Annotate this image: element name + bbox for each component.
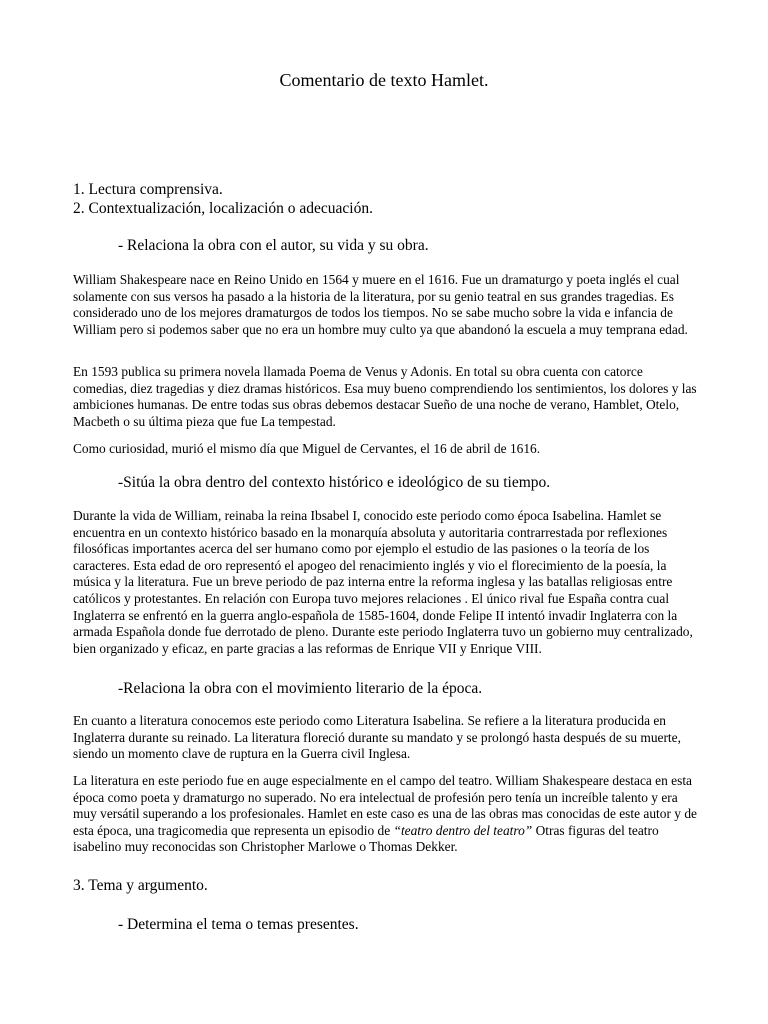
paragraph-theatre-italic-quote: “teatro dentro del teatro” bbox=[393, 822, 533, 838]
paragraph-curiosity: Como curiosidad, murió el mismo día que Miguel de Cervantes, el 16 de abril de 1616. bbox=[73, 441, 541, 456]
outline-item-2: 2. Contextualización, localización o adecuación. bbox=[73, 200, 373, 217]
subheading-author: - Relaciona la obra con el autor, su vida y su obra. bbox=[118, 237, 429, 254]
paragraph-biography: William Shakespeare nace en Reino Unido en 1564 y muere en el 1616. Fue un dramaturgo y poeta inglés el cual solamente con sus versos ha pasado a la historia de la literatura, por su genio teatral en sus grandes tragedias. Es considerado uno de los mejores dramaturgos de todos los tiempos. No se sabe mucho sobre la vida e infancia de William pero si podemos saber que no era un hombre muy culto ya que abandonó la escuela a muy temprana edad. bbox=[73, 272, 688, 337]
paragraph-works: En 1593 publica su primera novela llamada Poema de Venus y Adonis. En total su obra cuenta con catorce comedias, diez tragedias y diez dramas históricos. Esa muy bueno comprendiendo los sentimientos, los dolores y las ambiciones humanas. De entre todas sus obras debemos destacar Sueño de una noche de verano, Hamblet, Otelo, Macbeth o su última pieza que fue La tempestad. bbox=[73, 364, 697, 429]
paragraph-historical-context: Durante la vida de William, reinaba la reina Ibsabel I, conocido este periodo como época Isabelina. Hamlet se encuentra en un contexto histórico basado en la monarquía absoluta y autoritaria contrarrestada por reflexiones filosóficas importantes acerca del ser humano como por ejemplo el estudio de las pasiones o la teoría de los caracteres. Esta edad de oro representó el apogeo del renacimiento inglés y vio el florecimiento de la poesía, la música y la literatura. Fue un breve periodo de paz interna entre la reforma inglesa y las batallas religiosas entre católicos y protestantes. En relación con Europa tuvo mejores relaciones . El único rival fue España contra cual Inglaterra se enfrentó en la guerra anglo-española de 1585-1604, donde Felipe II intentó invadir Inglaterra con la armada Española donde fue derrotado de pleno. Durante este periodo Inglaterra tuvo un gobierno muy centralizado, bien organizado y eficaz, en parte gracias a las reformas de Enrique VII y Enrique VIII. bbox=[73, 508, 693, 656]
paragraph-theatre bbox=[73, 773, 699, 856]
paragraph-literature-period: En cuanto a literatura conocemos este periodo como Literatura Isabelina. Se refiere a la literatura producida en Inglaterra durante su reinado. La literatura floreció durante su mandato y se prolongó hasta después de su muerte, siendo un momento clave de ruptura en la Guerra civil Inglesa. bbox=[73, 713, 681, 762]
outline-item-3: 3. Tema y argumento. bbox=[73, 877, 208, 894]
outline-item-1: 1. Lectura comprensiva. bbox=[73, 181, 223, 198]
document-title: Comentario de texto Hamlet. bbox=[279, 70, 489, 90]
subheading-literary-movement: -Relaciona la obra con el movimiento literario de la época. bbox=[118, 680, 483, 697]
subheading-historical-context: -Sitúa la obra dentro del contexto histórico e ideológico de su tiempo. bbox=[118, 474, 551, 491]
paragraph-theatre-text-start: La literatura en este periodo fue en auge especialmente en el campo del teatro. William Shakespeare destaca en esta época como poeta y dramaturgo no superado. No era intelectual de profesión pero tenía un increíble talento y era muy versátil superando a los profesionales. Hamlet en este caso es una de las obras mas conocidas de este autor y de esta época, una tragicomedia que representa un episodio de bbox=[73, 773, 697, 838]
subheading-themes: - Determina el tema o temas presentes. bbox=[118, 916, 359, 933]
paragraph-theatre-text-end: Otras figuras del teatro isabelino muy reconocidas son Christopher Marlowe o Thomas Dekker. bbox=[73, 822, 659, 855]
